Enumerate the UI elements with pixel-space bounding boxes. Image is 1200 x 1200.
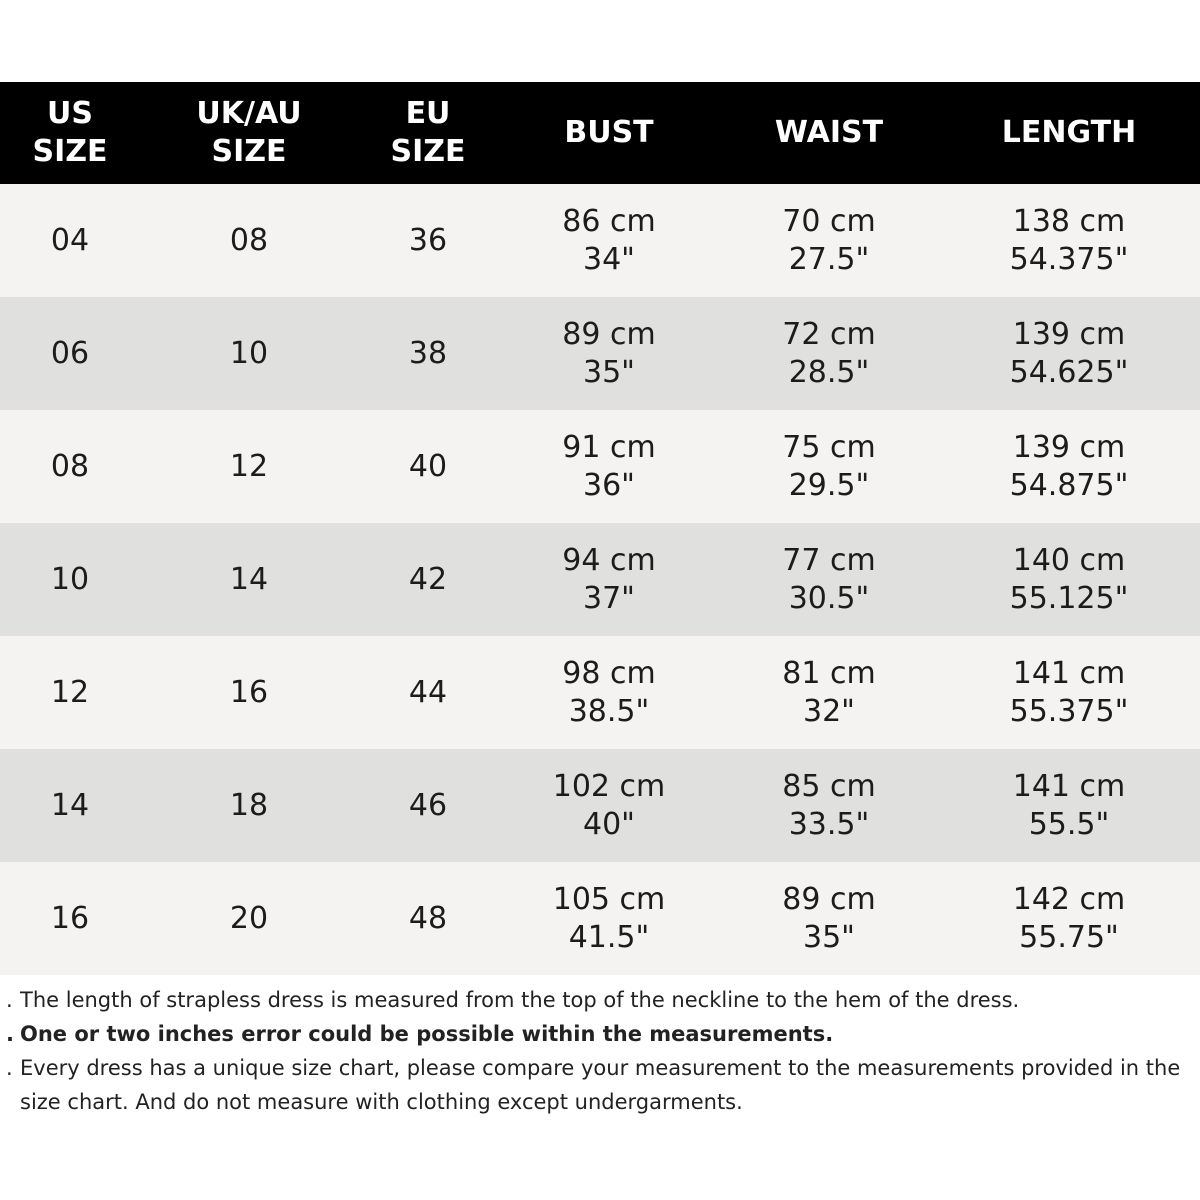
waist-cell: 81 cm 32" xyxy=(782,655,876,729)
header-bust: BUST xyxy=(564,115,654,150)
bust-cell: 89 cm 35" xyxy=(562,316,656,390)
note-text: Every dress has a unique size chart, please compare your measurement to the measurements provided in the size chart. And do not measure with clothing except undergarments. xyxy=(20,1056,1181,1114)
table-row xyxy=(0,749,1200,862)
bust-cell: 98 cm 38.5" xyxy=(562,655,656,729)
eu-size-cell: 46 xyxy=(408,787,448,823)
uk-au-size-cell: 18 xyxy=(229,787,269,823)
waist-cell: 70 cm 27.5" xyxy=(782,203,876,277)
length-cell: 140 cm 55.125" xyxy=(1009,542,1129,616)
note-text: The length of strapless dress is measured from the top of the neckline to the hem of the dress. xyxy=(20,988,1020,1012)
uk-au-size-cell: 20 xyxy=(229,900,269,936)
header-us-size: US SIZE xyxy=(32,96,108,169)
waist-cell: 77 cm 30.5" xyxy=(782,542,876,616)
table-row xyxy=(0,523,1200,636)
bust-cell: 94 cm 37" xyxy=(562,542,656,616)
uk-au-size-cell: 10 xyxy=(229,335,269,371)
table-row xyxy=(0,862,1200,975)
us-size-cell: 12 xyxy=(50,674,90,710)
uk-au-size-cell: 16 xyxy=(229,674,269,710)
us-size-cell: 10 xyxy=(50,561,90,597)
eu-size-cell: 44 xyxy=(408,674,448,710)
bullet-icon: . xyxy=(6,1022,14,1046)
waist-cell: 72 cm 28.5" xyxy=(782,316,876,390)
length-cell: 141 cm 55.375" xyxy=(1009,655,1129,729)
waist-cell: 85 cm 33.5" xyxy=(782,768,876,842)
table-row xyxy=(0,297,1200,410)
eu-size-cell: 42 xyxy=(408,561,448,597)
length-cell: 139 cm 54.875" xyxy=(1009,429,1129,503)
header-length: LENGTH xyxy=(1001,115,1137,150)
us-size-cell: 14 xyxy=(50,787,90,823)
bullet-icon: . xyxy=(6,988,13,1012)
us-size-cell: 16 xyxy=(50,900,90,936)
eu-size-cell: 40 xyxy=(408,448,448,484)
note-item xyxy=(6,1017,1194,1051)
bust-cell: 91 cm 36" xyxy=(562,429,656,503)
note-item xyxy=(6,1051,1194,1119)
length-cell: 138 cm 54.375" xyxy=(1009,203,1129,277)
table-header xyxy=(0,82,1200,184)
size-chart-table xyxy=(0,82,1200,975)
table-body xyxy=(0,184,1200,975)
uk-au-size-cell: 08 xyxy=(229,222,269,258)
bullet-icon: . xyxy=(6,1056,13,1080)
uk-au-size-cell: 14 xyxy=(229,561,269,597)
size-notes xyxy=(6,983,1194,1119)
length-cell: 142 cm 55.75" xyxy=(1012,881,1126,955)
bust-cell: 102 cm 40" xyxy=(552,768,666,842)
header-eu-size: EU SIZE xyxy=(390,96,466,169)
us-size-cell: 08 xyxy=(50,448,90,484)
us-size-cell: 06 xyxy=(50,335,90,371)
table-row xyxy=(0,410,1200,523)
header-uk-au-size: UK/AU SIZE xyxy=(196,96,302,169)
length-cell: 141 cm 55.5" xyxy=(1012,768,1126,842)
length-cell: 139 cm 54.625" xyxy=(1009,316,1129,390)
uk-au-size-cell: 12 xyxy=(229,448,269,484)
eu-size-cell: 36 xyxy=(408,222,448,258)
waist-cell: 89 cm 35" xyxy=(782,881,876,955)
eu-size-cell: 48 xyxy=(408,900,448,936)
note-text: One or two inches error could be possible within the measurements. xyxy=(20,1022,834,1046)
note-item xyxy=(6,983,1194,1017)
header-waist: WAIST xyxy=(774,115,884,150)
us-size-cell: 04 xyxy=(50,222,90,258)
waist-cell: 75 cm 29.5" xyxy=(782,429,876,503)
table-row xyxy=(0,184,1200,297)
bust-cell: 105 cm 41.5" xyxy=(552,881,666,955)
table-row xyxy=(0,636,1200,749)
eu-size-cell: 38 xyxy=(408,335,448,371)
bust-cell: 86 cm 34" xyxy=(562,203,656,277)
